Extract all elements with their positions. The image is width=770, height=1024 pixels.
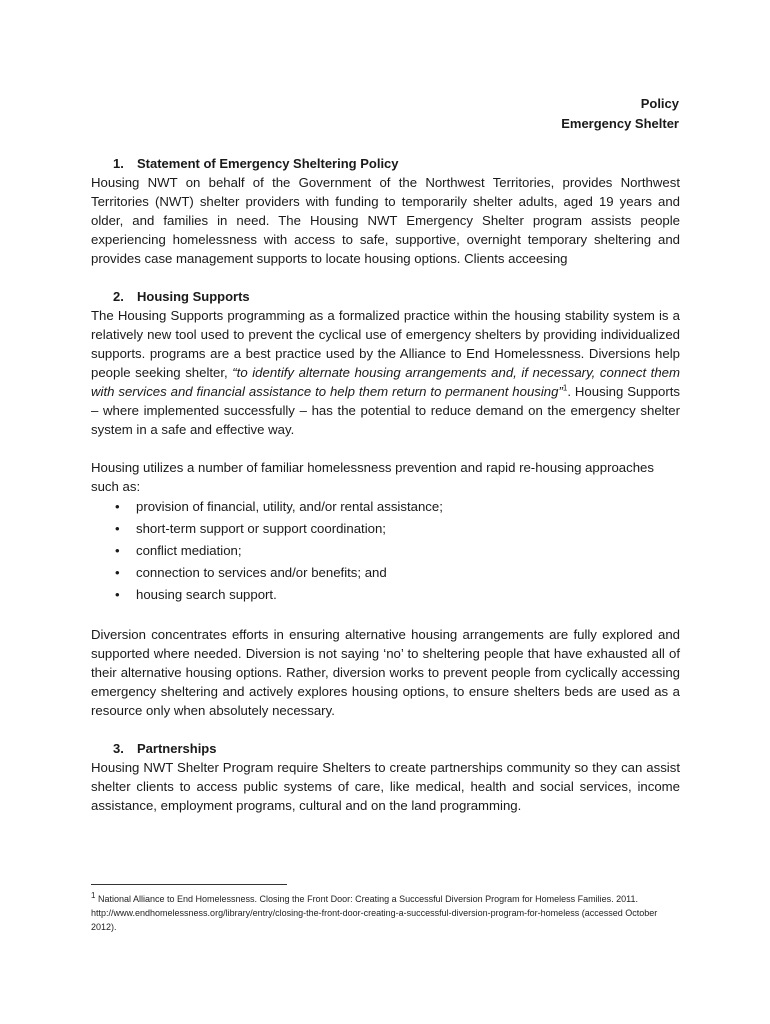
section-title: Partnerships (137, 741, 217, 756)
approaches-list (91, 496, 680, 606)
section-number: 3. (113, 741, 124, 756)
approaches-intro: Housing utilizes a number of familiar homelessness prevention and rapid re-housing approaches such as: (91, 460, 654, 494)
section-title: Housing Supports (137, 289, 250, 304)
footnote-reference[interactable]: 1 (562, 383, 568, 393)
list-item: • provision of financial, utility, and/or rental assistance; (91, 496, 680, 518)
section-heading-partnerships (113, 739, 680, 758)
diversion-paragraph: Diversion concentrates efforts in ensuring alternative housing arrangements are fully explored and supported where needed. Diversion is not saying ‘no’ to sheltering people that have exhausted all of their alternative housing options. Rather, diversion works to prevent people from cyclically accessing emergency sheltering and actively explores housing options, to ensure shelters beds are used as a resource only when absolutely necessary. (91, 627, 680, 718)
statement-paragraph: Housing NWT on behalf of the Government of the Northwest Territories, provides Northwest Territories (NWT) shelter providers with funding to temporarily shelter adults, aged 19 years and older, and families in need. The Housing NWT Emergency Shelter program assists people experiencing homelessness with access to safe, supportive, overnight temporary sheltering and provides case management supports to locate housing options. Clients acceesing (91, 175, 680, 266)
list-item: • conflict mediation; (91, 540, 680, 562)
footnote-divider (91, 884, 287, 885)
footnote-text: National Alliance to End Homelessness. Closing the Front Door: Creating a Successful Diversion Program for Homeless Families. 2011. http://www.endhomelessness.org/library/entry/closing-the-front-door-creating-a-successful-diversion-program-for-homeless (accessed October 2012). (91, 894, 658, 932)
paragraph-text: . Housing Supports – where implemented successfully – has the potential to reduce demand on the emergency shelter system in a safe and effective way. (91, 384, 680, 437)
quoted-definition: “to identify alternate housing arrangements and, if necessary, connect them with services and financial assistance to help them return to permanent housing” (91, 365, 680, 399)
footnote-marker: 1 (91, 891, 96, 900)
list-item: • connection to services and/or benefits; and (91, 562, 680, 584)
header-policy: Policy (640, 96, 679, 111)
partnerships-paragraph: Housing NWT Shelter Program require Shelters to create partnerships community so they can assist shelter clients to access public systems of care, like medical, health and social services, income assistance, employment programs, cultural and on the land programming. (91, 760, 680, 813)
footnote (91, 892, 671, 934)
list-item: • housing search support. (91, 584, 680, 606)
header-title: Emergency Shelter (561, 116, 679, 131)
section-title: Statement of Emergency Sheltering Policy (137, 156, 399, 171)
section-heading-statement (113, 154, 680, 173)
section-heading-housing-supports (113, 287, 680, 306)
section-number: 2. (113, 289, 124, 304)
document-body (91, 154, 680, 815)
document-header (561, 94, 679, 134)
housing-supports-paragraph (91, 306, 680, 439)
list-item: • short-term support or support coordination; (91, 518, 680, 540)
paragraph-text: The Housing Supports programming as a formalized practice within the housing stability system is a relatively new tool used to prevent the cyclical use of emergency shelters by providing individualized supports. programs are a best practice used by the Alliance to End Homelessness. Diversions help people seeking shelter, (91, 308, 680, 380)
section-number: 1. (113, 156, 124, 171)
